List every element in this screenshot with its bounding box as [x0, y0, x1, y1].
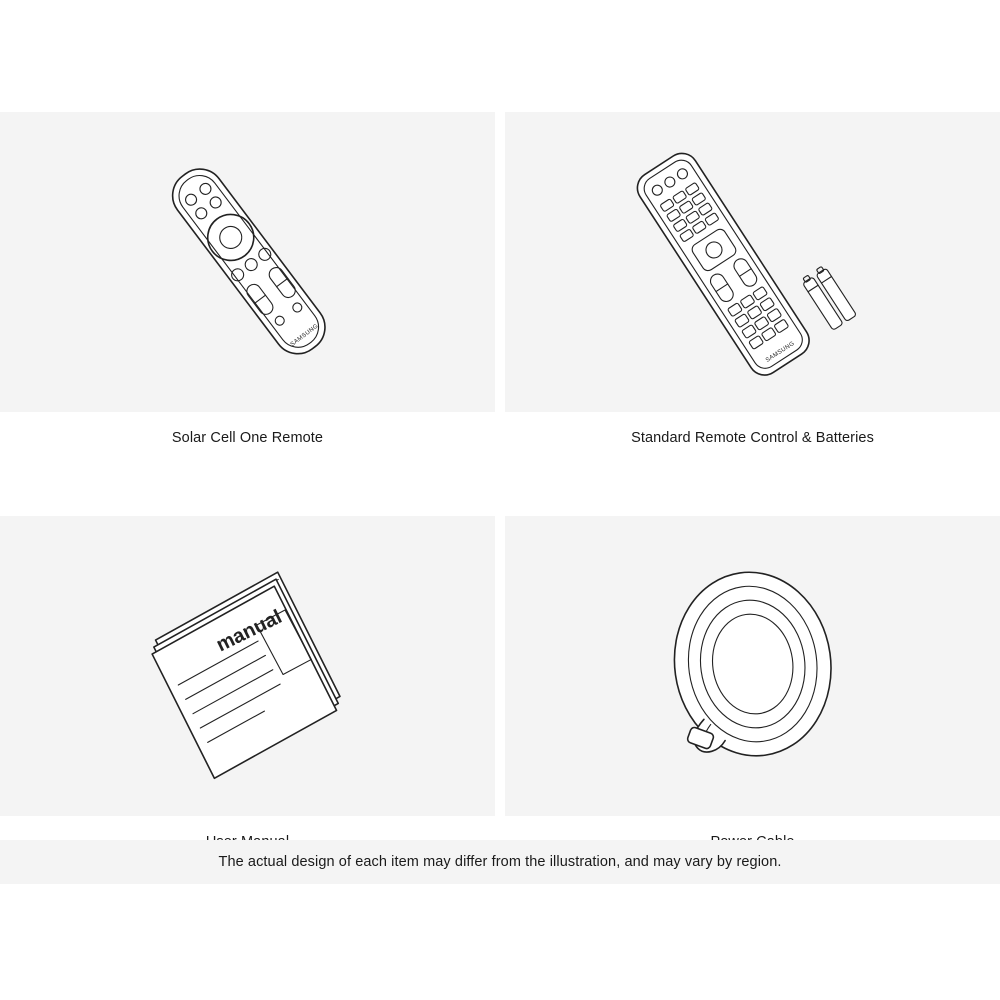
accessories-row-2 [0, 516, 1000, 868]
accessory-label: Solar Cell One Remote [171, 430, 324, 446]
remote-control-slim-icon [98, 132, 398, 392]
footnote-bar [0, 840, 1000, 884]
svg-text:manual: manual [212, 605, 285, 657]
accessory-thumbnail-user-manual [0, 516, 495, 816]
accessory-card-solar-cell-one-remote [0, 112, 495, 464]
svg-text:SAMSUNG: SAMSUNG [764, 340, 796, 364]
remote-control-keypad-with-batteries-icon [603, 132, 903, 392]
accessory-card-user-manual [0, 516, 495, 868]
accessory-label: Standard Remote Control & Batteries [631, 430, 874, 446]
accessory-thumbnail-power-cable [505, 516, 1000, 816]
svg-text:SAMSUNG: SAMSUNG [289, 323, 320, 349]
coiled-power-cable-icon [603, 536, 903, 796]
accessories-grid [0, 112, 1000, 868]
accessory-card-power-cable [505, 516, 1000, 868]
accessory-thumbnail-standard-remote [505, 112, 1000, 412]
manual-booklet-icon [98, 536, 398, 796]
accessories-row-1 [0, 112, 1000, 464]
accessory-thumbnail-solar-remote [0, 112, 495, 412]
accessory-card-standard-remote [505, 112, 1000, 464]
footnote-text: The actual design of each item may differ from the illustration, and may vary by region. [218, 854, 782, 870]
